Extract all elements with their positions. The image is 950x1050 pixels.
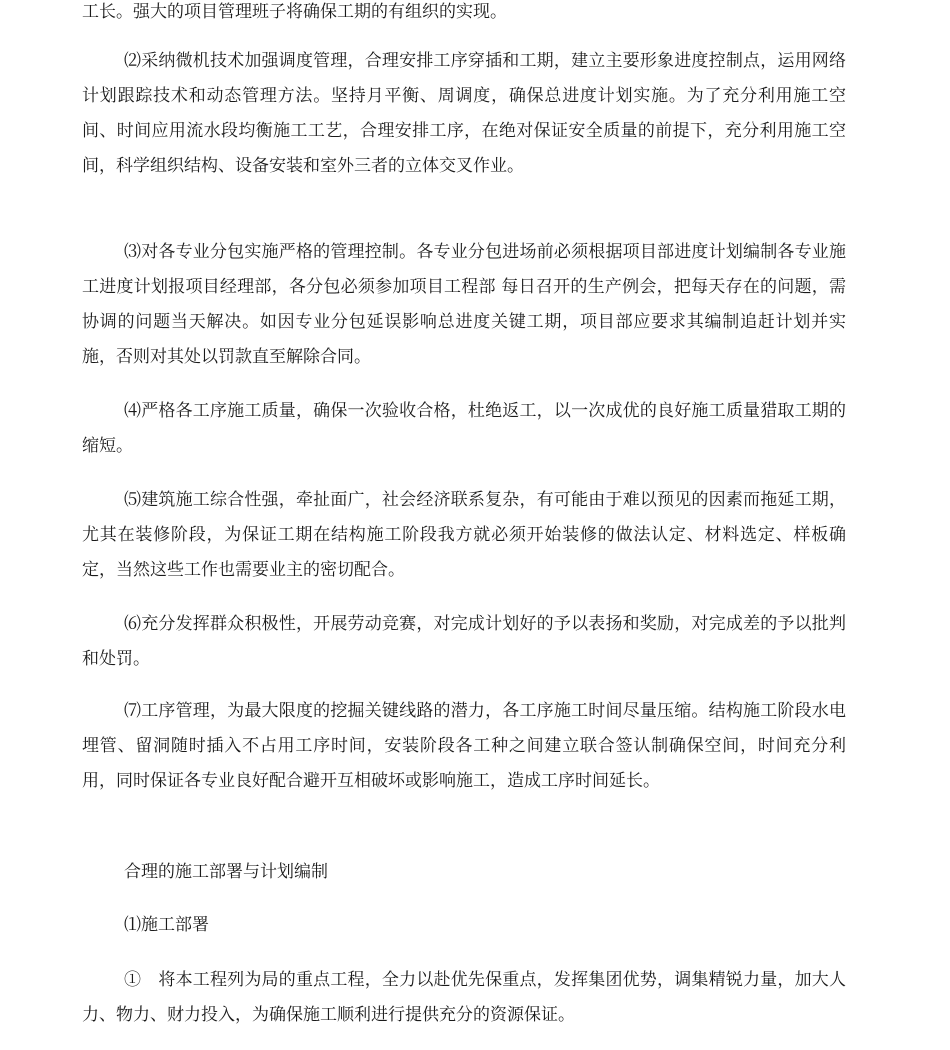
paragraph-item-2: ⑵采纳微机技术加强调度管理，合理安排工序穿插和工期，建立主要形象进度控制点，运用网络计划跟踪技术和动态管理方法。坚持月平衡、周调度，确保总进度计划实施。为了充分利用施工空间、时间应用流水段均衡施工工艺，合理安排工序，在绝对保证安全质量的前提下，充分利用施工空间，科学组织结构、设备安装和室外三者的立体交叉作业。 — [82, 51, 846, 176]
paragraph-deployment-1: ① 将本工程列为局的重点工程，全力以赴优先保重点，发挥集团优势，调集精锐力量，加大人力、物力、财力投入，为确保施工顺利进行提供充分的资源保证。 — [82, 970, 846, 1025]
paragraph-item-3: ⑶对各专业分包实施严格的管理控制。各专业分包进场前必须根据项目部进度计划编制各专业施工进度计划报项目经理部，各分包必须参加项目工程部 每日召开的生产例会，把每天存在的问题，需协调的问题当天解决。如因专业分包延误影响总进度关键工期，项目部应要求其编制追赶计划并实施，否则对其处以罚款直至解除合同。 — [82, 242, 846, 367]
paragraph-item-7: ⑺工序管理，为最大限度的挖掘关键线路的潜力，各工序施工时间尽量压缩。结构施工阶段水电埋管、留洞随时插入不占用工序时间，安装阶段各工种之间建立联合签认制确保空间，时间充分利用，同时保证各专业良好配合避开互相破坏或影响施工，造成工序时间延长。 — [82, 701, 846, 791]
paragraph-item-4: ⑷严格各工序施工质量，确保一次验收合格，杜绝返工，以一次成优的良好施工质量猎取工期的缩短。 — [82, 401, 846, 456]
paragraph-item-6: ⑹充分发挥群众积极性，开展劳动竞赛，对完成计划好的予以表扬和奖励，对完成差的予以批判和处罚。 — [82, 614, 846, 669]
subsection-heading: ⑴施工部署 — [124, 915, 209, 935]
paragraph-item-5: ⑸建筑施工综合性强，牵扯面广，社会经济联系复杂，有可能由于难以预见的因素而拖延工期，尤其在装修阶段，为保证工期在结构施工阶段我方就必须开始装修的做法认定、材料选定、样板确定，当然这些工作也需要业主的密切配合。 — [82, 490, 846, 580]
section-heading: 合理的施工部署与计划编制 — [124, 862, 328, 882]
paragraph-continuation: 工长。强大的项目管理班子将确保工期的有组织的实现。 — [82, 2, 507, 22]
